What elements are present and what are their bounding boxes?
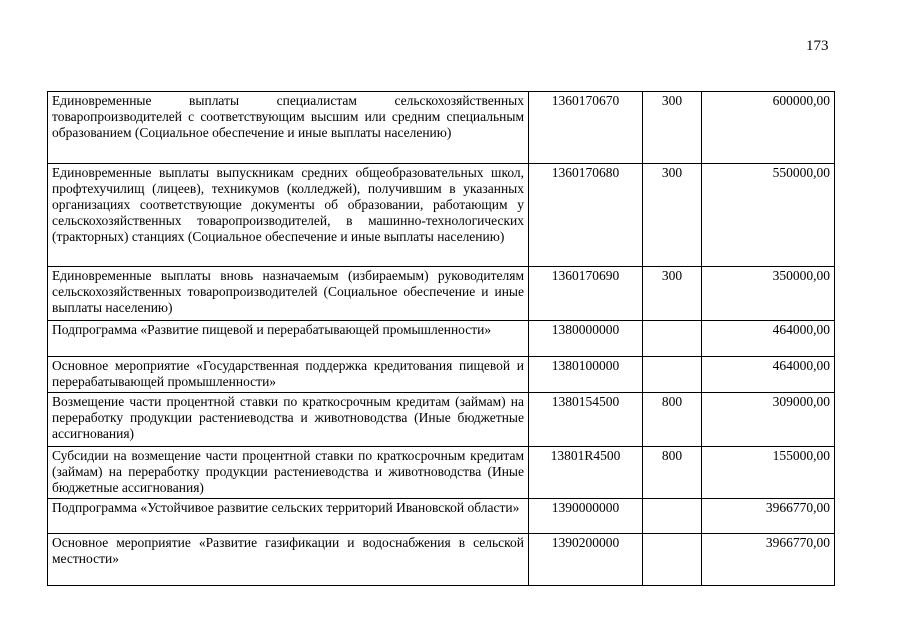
table-row: [48, 534, 835, 586]
row-sum: 464000,00: [702, 357, 835, 393]
table-row: [48, 499, 835, 534]
row-code: 1380154500: [529, 393, 643, 447]
table-row: [48, 357, 835, 393]
row-sum: 550000,00: [702, 164, 835, 267]
row-code: 1390200000: [529, 534, 643, 586]
budget-table: [47, 91, 835, 586]
row-sum: 155000,00: [702, 447, 835, 499]
page-number: 173: [806, 38, 829, 54]
row-sum: 350000,00: [702, 267, 835, 321]
row-code: 1380100000: [529, 357, 643, 393]
row-sum: 464000,00: [702, 321, 835, 357]
row-sum: 3966770,00: [702, 534, 835, 586]
row-expense-type: [643, 534, 702, 586]
row-code: 1360170690: [529, 267, 643, 321]
row-expense-type: [643, 321, 702, 357]
row-name: Единовременные выплаты специалистам сельскохозяйственных товаропроизводителей с соответствующим высшим или средним специальным образованием (Социальное обеспечение и иные выплаты населению): [48, 92, 529, 164]
table-row: [48, 321, 835, 357]
row-expense-type: 800: [643, 447, 702, 499]
row-name: Возмещение части процентной ставки по краткосрочным кредитам (займам) на переработку продукции растениеводства и животноводства (Иные бюджетные ассигнования): [48, 393, 529, 447]
row-name: Основное мероприятие «Государственная поддержка кредитования пищевой и перерабатывающей промышленности»: [48, 357, 529, 393]
row-name: Единовременные выплаты вновь назначаемым (избираемым) руководителям сельскохозяйственных товаропроизводителей (Социальное обеспечение и иные выплаты населению): [48, 267, 529, 321]
table-row: [48, 393, 835, 447]
row-name: Единовременные выплаты выпускникам средних общеобразовательных школ, профтехучилищ (лицеев), техникумов (колледжей), получившим в указанных организациях соответствующие документы об образовании, работающим у сельскохозяйственных товаропроизводителей, в машинно-технологических (тракторных) станциях (Социальное обеспечение и иные выплаты населению): [48, 164, 529, 267]
row-name: Подпрограмма «Развитие пищевой и перерабатывающей промышленности»: [48, 321, 529, 357]
row-sum: 309000,00: [702, 393, 835, 447]
row-expense-type: 300: [643, 267, 702, 321]
row-code: 1360170670: [529, 92, 643, 164]
row-name: Подпрограмма «Устойчивое развитие сельских территорий Ивановской области»: [48, 499, 529, 534]
table-row: [48, 447, 835, 499]
table-row: [48, 92, 835, 164]
table-row: [48, 164, 835, 267]
row-sum: 3966770,00: [702, 499, 835, 534]
row-expense-type: [643, 357, 702, 393]
row-expense-type: 300: [643, 164, 702, 267]
row-sum: 600000,00: [702, 92, 835, 164]
row-name: Субсидии на возмещение части процентной ставки по краткосрочным кредитам (займам) на переработку продукции растениеводства и животноводства (Иные бюджетные ассигнования): [48, 447, 529, 499]
row-code: 1390000000: [529, 499, 643, 534]
row-code: 1380000000: [529, 321, 643, 357]
row-code: 13801R4500: [529, 447, 643, 499]
row-expense-type: [643, 499, 702, 534]
row-expense-type: 300: [643, 92, 702, 164]
row-code: 1360170680: [529, 164, 643, 267]
row-name: Основное мероприятие «Развитие газификации и водоснабжения в сельской местности»: [48, 534, 529, 586]
row-expense-type: 800: [643, 393, 702, 447]
table-row: [48, 267, 835, 321]
